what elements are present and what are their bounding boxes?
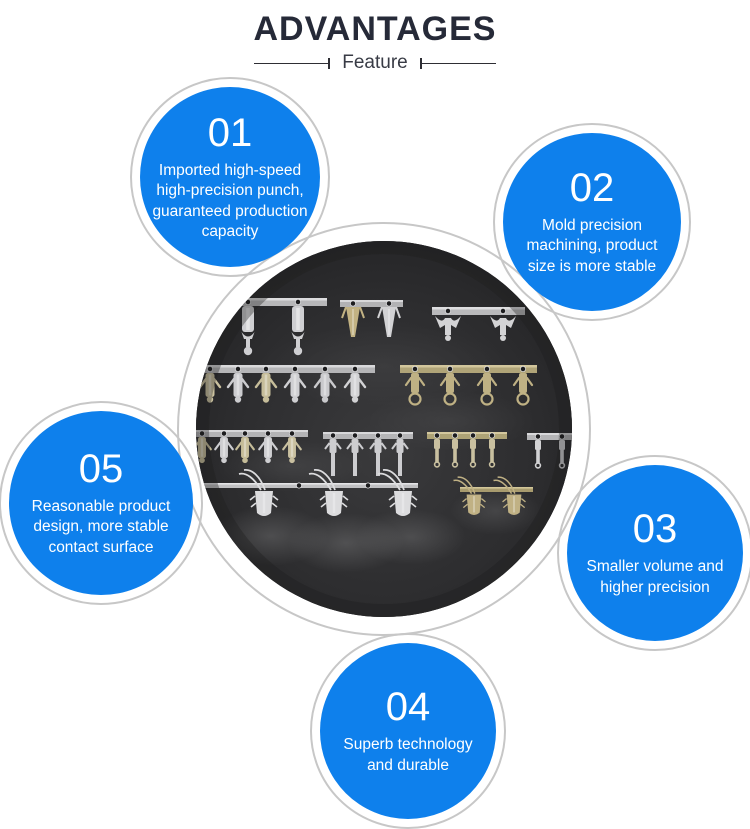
advantage-text: Superb technology and durable (343, 736, 473, 774)
advantage-number: 01 (207, 111, 253, 156)
advantage-text: Smaller volume and higher precision (586, 558, 724, 596)
page-title: ADVANTAGES (253, 10, 497, 48)
page-subtitle: Feature (342, 52, 408, 73)
advantage-text: Imported high-speed high-precision punch, guaranteed production capacity (152, 162, 308, 240)
advantage-number: 05 (78, 447, 124, 492)
advantage-text: Reasonable product design, more stable contact surface (31, 498, 171, 556)
advantage-number: 04 (385, 685, 431, 730)
advantage-circle-01 (140, 87, 320, 267)
advantage-circle-02 (503, 133, 681, 311)
advantage-circle-05 (9, 411, 193, 595)
advantage-circle-04 (320, 643, 496, 819)
advantage-text: Mold precision machining, product size is more stable (526, 217, 658, 275)
advantage-number: 03 (632, 507, 678, 552)
advantage-circle-03 (567, 465, 743, 641)
advantage-number: 02 (569, 166, 615, 211)
